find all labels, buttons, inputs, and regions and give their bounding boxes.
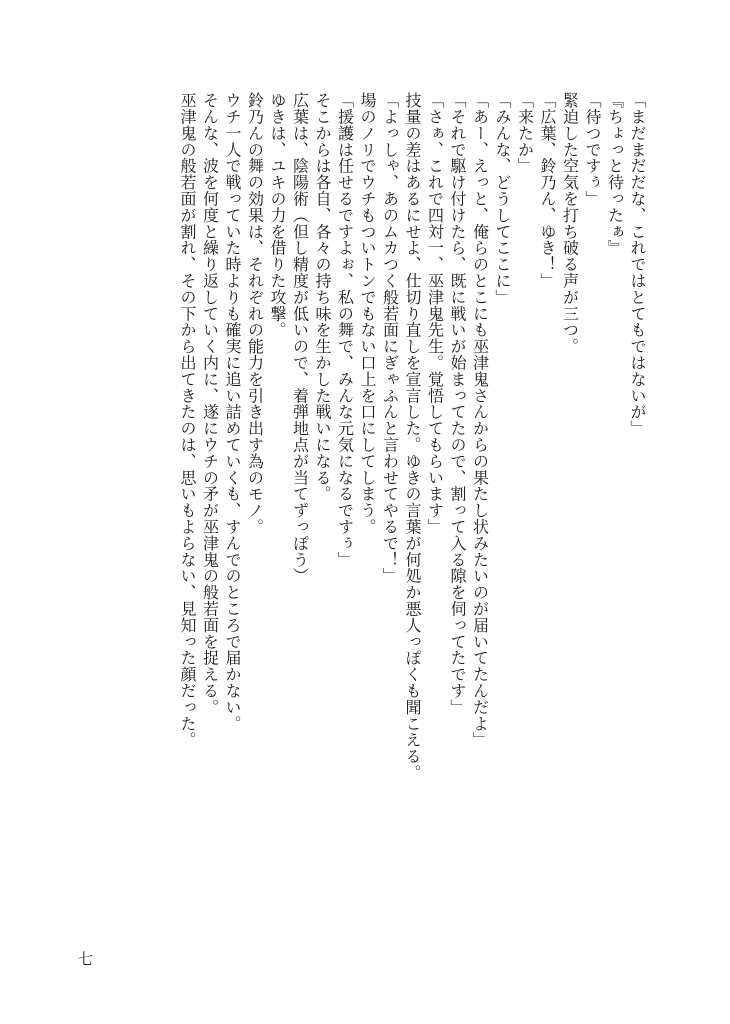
text-line: そこからは各自、各々の持ち味を生かした戦いになる。 [313,92,332,502]
text-line: ウチ一人で戦っていた時よりも確実に追い詰めていくも、すんでのところで届かない。 [223,92,242,732]
text-line: そんな、波を何度と繰り返していく内に、遂にウチの矛が巫津鬼の般若面を捉える。 [200,92,220,716]
text-line: 巫津鬼の般若面が割れ、その下から出てきたのは、思いもよらない、見知った顔だった。 [178,92,197,748]
text-line: 『ちょっと待ったぁ』 [605,92,625,256]
text-line: 「まだまだだな、これではとてもではないが」 [628,92,647,437]
text-line: 技量の差はあるにせよ、仕切り直しを宣言した。ゆきの言葉が何処か悪人っぽくも聞こえる。 [403,92,422,781]
text-line: 「よっしゃ、あのムカつく般若面にぎゃふんと言わせてやるで！」 [380,92,400,584]
text-line: 広葉は、陰陽術（但し精度が低いので、着弾地点が当てずっぽう） [290,92,310,584]
text-line: 場のノリでウチもついトンでもない口上を口にしてしまう。 [358,92,377,535]
text-line: 「みんな、どうしてここに」 [493,92,512,306]
text-line: 「援護は任せるですよぉ、私の舞で、みんな元気になるですぅ」 [335,92,355,568]
text-line: 「さぁ、これで四対一、巫津鬼先生。覚悟してもらいます」 [425,92,445,535]
text-line: ゆきは、ユキの力を借りた攻撃。 [268,92,287,338]
text-line: 緊迫した空気を打ち破る声が三つ。 [560,92,580,355]
text-line: 「それで駆け付けたら、既に戦いが始まってたので、割って入る隙を伺ってたです」 [448,92,467,716]
text-line: 「待つですぅ」 [583,92,602,207]
vertical-text-block [176,92,649,782]
page-number: 七 [78,950,94,968]
text-line: 「あー、えっと、俺らのとこにも巫津鬼さんからの果たし状みたいのが届いてたんだよ」 [470,92,490,748]
text-line: 「広葉、鈴乃ん、ゆき！」 [538,92,557,289]
text-line: 鈴乃んの舞の効果は、それぞれの能力を引き出す為のモノ。 [245,92,265,535]
text-line: 「来たか」 [515,92,535,174]
